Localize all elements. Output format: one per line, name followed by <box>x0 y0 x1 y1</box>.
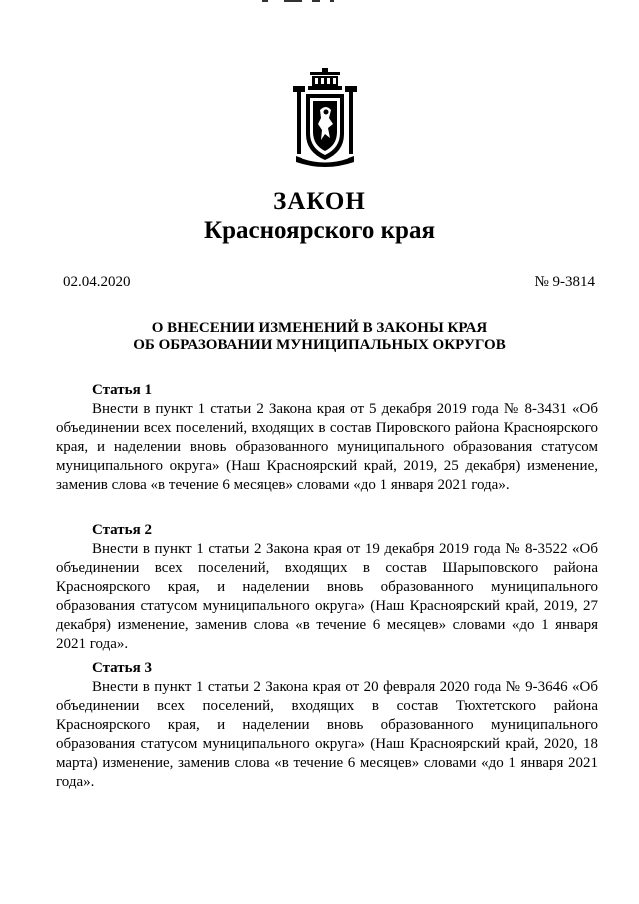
article-text: Внести в пункт 1 статьи 2 Закона края от 20 февраля 2020 года № 9-3646 «Об объединении всех поселений, входящих в состав Тюхтетского района Красноярского края, и наделении вновь образованного муниципального образования статусом муниципального округа» (Наш Красноярский край, 2020, 18 марта) изменение, заменив слова «в течение 6 месяцев» словами «до 1 января 2021 года». <box>56 679 598 790</box>
article-text: Внести в пункт 1 статьи 2 Закона края от 19 декабря 2019 года № 8-3522 «Об объединении всех поселений, входящих в состав Шарыповского района Красноярского края, и наделении вновь образованного муниципального образования статусом муниципального округа» (Наш Красноярский край, 2019, 27 декабря) изменение, заменив слова «в течение 6 месяцев» словами «до 1 января 2021 года». <box>56 541 598 652</box>
document-type-title: ЗАКОН <box>273 188 366 215</box>
article-title: Статья 3 <box>92 660 152 676</box>
document-date: 02.04.2020 <box>63 274 131 290</box>
article-1 <box>56 381 598 495</box>
law-heading <box>0 320 639 354</box>
law-heading-line: ОБ ОБРАЗОВАНИИ МУНИЦИПАЛЬНЫХ ОКРУГОВ <box>133 337 506 353</box>
article-2 <box>56 521 598 654</box>
article-text: Внести в пункт 1 статьи 2 Закона края от 5 декабря 2019 года № 8-3431 «Об объединении всех поселений, входящих в состав Пировского района Красноярского края, и наделении вновь образованного муниципального образования статусом муниципального округа» (Наш Красноярский край, 2019, 25 декабря) изменение, заменив слова «в течение 6 месяцев» словами «до 1 января 2021 года». <box>56 401 598 493</box>
article-title: Статья 1 <box>92 382 152 398</box>
article-title: Статья 2 <box>92 522 152 538</box>
law-heading-line: О ВНЕСЕНИИ ИЗМЕНЕНИЙ В ЗАКОНЫ КРАЯ <box>151 320 488 336</box>
document-number: № 9-3814 <box>534 274 595 290</box>
article-3 <box>56 659 598 792</box>
scan-edge-mark <box>262 0 342 4</box>
coat-of-arms-emblem <box>288 68 362 172</box>
issuing-region-subtitle: Красноярского края <box>204 217 435 244</box>
